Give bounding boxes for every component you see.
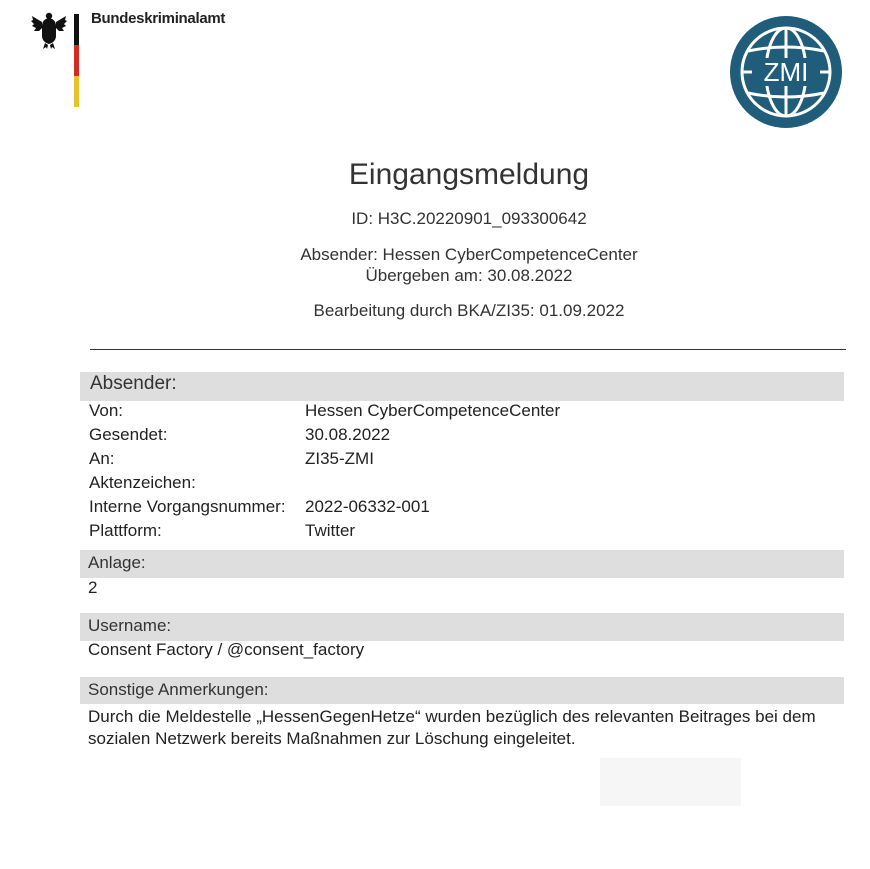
document-title: Eingangsmeldung: [348, 158, 590, 191]
field-label-aktenzeichen: Aktenzeichen:: [89, 473, 196, 492]
field-label-vorgangsnummer: Interne Vorgangsnummer:: [89, 497, 286, 516]
username-value: Consent Factory / @consent_factory: [88, 640, 365, 659]
zmi-logo-text: ZMI: [763, 57, 809, 87]
field-label-von: Von:: [89, 401, 124, 420]
document-id: ID: H3C.20220901_093300642: [351, 209, 587, 228]
section-heading-username: [80, 613, 844, 641]
field-value-an: ZI35-ZMI: [305, 449, 374, 468]
field-label-plattform: Plattform:: [89, 521, 162, 540]
section-heading-label: Absender:: [90, 373, 177, 394]
section-heading-label: Anlage:: [88, 553, 146, 572]
field-value-plattform: Twitter: [305, 521, 356, 540]
anlage-value: 2: [88, 578, 98, 597]
sender-line: Absender: Hessen CyberCompetenceCenter: [300, 245, 638, 264]
section-heading-sonstige: [80, 677, 844, 704]
section-heading-label: Username:: [88, 616, 172, 635]
divider: [90, 349, 846, 350]
section-heading-label: Sonstige Anmerkungen:: [88, 680, 269, 699]
processing-line: Bearbeitung durch BKA/ZI35: 01.09.2022: [313, 301, 625, 320]
handed-over-line: Übergeben am: 30.08.2022: [365, 266, 573, 285]
federal-eagle-icon: [30, 10, 68, 50]
field-label-gesendet: Gesendet:: [89, 425, 168, 444]
field-value-gesendet: 30.08.2022: [305, 425, 391, 444]
section-heading-anlage: [80, 550, 844, 578]
zmi-globe-logo: [726, 13, 846, 131]
bka-logo: [30, 10, 230, 110]
org-name: Bundeskriminalamt: [91, 10, 226, 27]
field-value-vorgangsnummer: 2022-06332-001: [305, 497, 430, 516]
german-flag-bar: [74, 14, 79, 107]
field-value-von: Hessen CyberCompetenceCenter: [305, 401, 561, 420]
field-label-an: An:: [89, 449, 115, 468]
redacted-area: [600, 758, 741, 806]
remarks-text: Durch die Meldestelle „HessenGegenHetze“ wurden bezüglich des relevanten Beitrages bei dem sozialen Netzwerk bereits Maßnahmen zur Löschung eingeleitet.: [88, 707, 816, 748]
section-heading-absender: [80, 372, 844, 401]
